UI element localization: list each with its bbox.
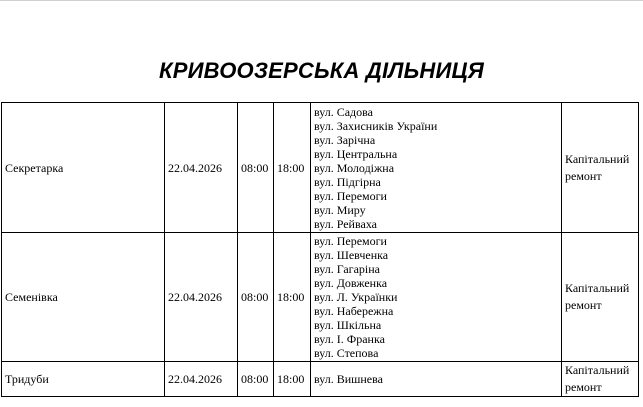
end-time-cell: 18:00 xyxy=(274,233,311,362)
street-item: вул. Степова xyxy=(314,346,379,360)
street-item: вул. Центральна xyxy=(314,146,398,161)
work-type-cell xyxy=(562,233,639,362)
street-item: вул. Шевченка xyxy=(314,248,389,262)
start-time-cell: 08:00 xyxy=(238,233,274,362)
street-item: вул. Рейваха xyxy=(314,216,377,231)
start-time-cell: 08:00 xyxy=(238,362,274,397)
street-item: вул. Перемоги xyxy=(314,188,387,203)
street-item: вул. І. Франка xyxy=(314,332,385,346)
streets-cell xyxy=(311,103,562,233)
street-item: вул. Захисників України xyxy=(314,118,438,133)
end-time-cell: 18:00 xyxy=(274,103,311,233)
street-item: вул. Вишнева xyxy=(314,372,383,386)
table-row xyxy=(2,103,639,233)
top-border-line xyxy=(0,0,643,1)
street-item: вул. Садова xyxy=(314,104,373,119)
work-type-text: Капітальний ремонт xyxy=(565,281,630,312)
locality-cell: Семенівка xyxy=(2,233,165,362)
locality-cell: Тридуби xyxy=(2,362,165,397)
start-time-cell: 08:00 xyxy=(238,103,274,233)
street-item: вул. Набережна xyxy=(314,304,394,318)
date-cell: 22.04.2026 xyxy=(165,103,238,233)
date-cell: 22.04.2026 xyxy=(165,362,238,397)
locality-cell: Секретарка xyxy=(2,103,165,233)
street-item: вул. Молодіжна xyxy=(314,160,395,175)
street-item: вул. Миру xyxy=(314,202,366,217)
streets-cell xyxy=(311,362,562,397)
date-cell: 22.04.2026 xyxy=(165,233,238,362)
street-item: вул. Шкільна xyxy=(314,318,382,332)
end-time-cell: 18:00 xyxy=(274,362,311,397)
work-type-cell xyxy=(562,362,639,397)
street-item: вул. Л. Українки xyxy=(314,290,398,304)
street-item: вул. Перемоги xyxy=(314,234,387,248)
streets-cell xyxy=(311,233,562,362)
work-type-text: Капітальний ремонт xyxy=(565,363,630,394)
street-item: вул. Довженка xyxy=(314,276,388,290)
work-type-cell xyxy=(562,103,639,233)
street-item: вул. Гагаріна xyxy=(314,262,381,276)
table-row xyxy=(2,362,639,397)
page-title: КРИВООЗЕРСЬКА ДІЛЬНИЦЯ xyxy=(159,58,484,83)
street-item: вул. Зарічна xyxy=(314,132,376,147)
table-row xyxy=(2,233,639,362)
street-item: вул. Підгірна xyxy=(314,174,381,189)
outage-schedule-table xyxy=(1,102,639,397)
work-type-text: Капітальний ремонт xyxy=(565,151,630,183)
